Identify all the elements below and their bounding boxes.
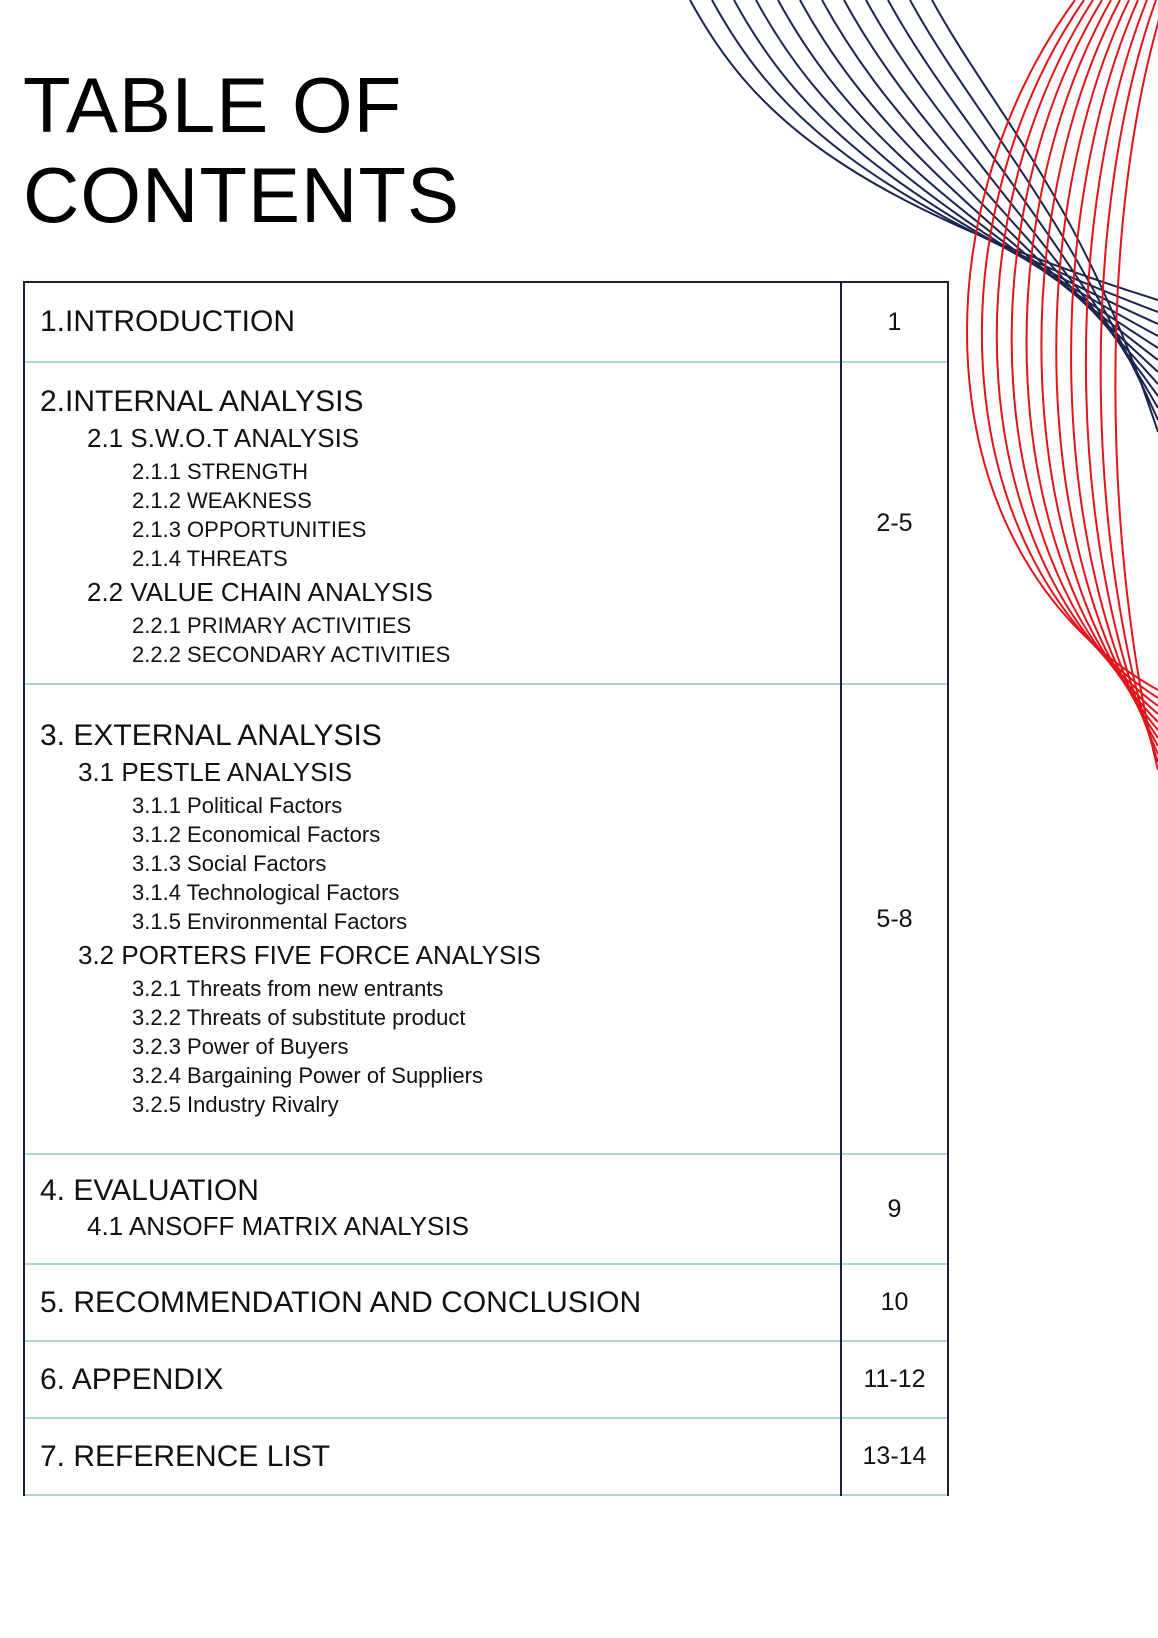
toc-subsection-title[interactable]: 2.1 S.W.O.T ANALYSIS xyxy=(87,423,360,453)
toc-item[interactable]: 3.2.1 Threats from new entrants xyxy=(132,976,444,1001)
red-curve-line xyxy=(1101,0,1158,762)
toc-item[interactable]: 2.1.2 WEAKNESS xyxy=(132,488,312,513)
toc-subsection-title[interactable]: 2.2 VALUE CHAIN ANALYSIS xyxy=(87,577,433,607)
toc-page-number: 9 xyxy=(841,1154,948,1264)
toc-item[interactable]: 2.1.1 STRENGTH xyxy=(132,459,309,484)
toc-page-number: 13-14 xyxy=(841,1418,948,1495)
toc-page-number: 1 xyxy=(841,282,948,362)
toc-item[interactable]: 2.1.3 OPPORTUNITIES xyxy=(132,517,367,542)
red-curve-line xyxy=(1041,0,1158,730)
red-curve-line xyxy=(1056,0,1158,738)
red-curve-line xyxy=(1115,0,1158,770)
navy-curve-line xyxy=(734,0,1158,324)
page-title-line-2: CONTENTS xyxy=(23,151,460,239)
toc-section-title[interactable]: 5. RECOMMENDATION AND CONCLUSION xyxy=(40,1285,642,1319)
toc-row xyxy=(24,684,948,1154)
red-curve-line xyxy=(1012,0,1158,714)
toc-page-number: 2-5 xyxy=(841,362,948,684)
red-curve-line xyxy=(982,0,1158,698)
toc-section-title[interactable]: 4. EVALUATION xyxy=(40,1174,259,1207)
red-curve-line xyxy=(1071,0,1158,746)
toc-item[interactable]: 3.2.3 Power of Buyers xyxy=(132,1034,349,1059)
toc-item[interactable]: 3.2.5 Industry Rivalry xyxy=(132,1092,339,1117)
toc-item[interactable]: 3.1.2 Economical Factors xyxy=(132,822,381,847)
toc-section-title[interactable]: 2.INTERNAL ANALYSIS xyxy=(40,385,364,418)
toc-item[interactable]: 2.2.1 PRIMARY ACTIVITIES xyxy=(132,613,412,638)
toc-subsection-title[interactable]: 3.1 PESTLE ANALYSIS xyxy=(78,757,353,787)
toc-item[interactable]: 3.2.2 Threats of substitute product xyxy=(132,1005,466,1030)
toc-row xyxy=(24,1154,948,1264)
toc-section-title[interactable]: 3. EXTERNAL ANALYSIS xyxy=(40,719,382,752)
red-curve-line xyxy=(997,0,1158,706)
toc-section-title[interactable]: 6. APPENDIX xyxy=(40,1362,224,1396)
toc-table xyxy=(23,281,949,1496)
toc-item[interactable]: 2.2.2 SECONDARY ACTIVITIES xyxy=(132,642,451,667)
toc-item[interactable]: 3.1.3 Social Factors xyxy=(132,851,327,876)
red-curve-line xyxy=(1027,0,1158,722)
toc-subsection-title[interactable]: 4.1 ANSOFF MATRIX ANALYSIS xyxy=(87,1211,469,1241)
red-curve-line xyxy=(967,0,1158,690)
toc-row xyxy=(24,282,948,362)
page-title xyxy=(23,60,460,240)
toc-item[interactable]: 3.1.4 Technological Factors xyxy=(132,880,400,905)
toc-page-number: 10 xyxy=(841,1264,948,1341)
navy-curve-line xyxy=(690,0,1158,300)
toc-section-title[interactable]: 1.INTRODUCTION xyxy=(40,305,295,338)
toc-item[interactable]: 2.1.4 THREATS xyxy=(132,546,288,571)
navy-curve-line xyxy=(932,0,1158,432)
toc-row xyxy=(24,1341,948,1418)
toc-page-number: 5-8 xyxy=(841,684,948,1154)
toc-row xyxy=(24,1264,948,1341)
navy-curve-line xyxy=(712,0,1158,312)
toc-page-number: 11-12 xyxy=(841,1341,948,1418)
page-title-line-1: TABLE OF xyxy=(23,61,403,149)
toc-item[interactable]: 3.2.4 Bargaining Power of Suppliers xyxy=(132,1063,483,1088)
toc-item[interactable]: 3.1.5 Environmental Factors xyxy=(132,909,408,934)
red-curve-line xyxy=(1086,0,1158,754)
toc-row xyxy=(24,362,948,684)
toc-item[interactable]: 3.1.1 Political Factors xyxy=(132,793,343,818)
toc-subsection-title[interactable]: 3.2 PORTERS FIVE FORCE ANALYSIS xyxy=(78,940,541,970)
toc-row xyxy=(24,1418,948,1495)
toc-section-title[interactable]: 7. REFERENCE LIST xyxy=(40,1439,331,1473)
